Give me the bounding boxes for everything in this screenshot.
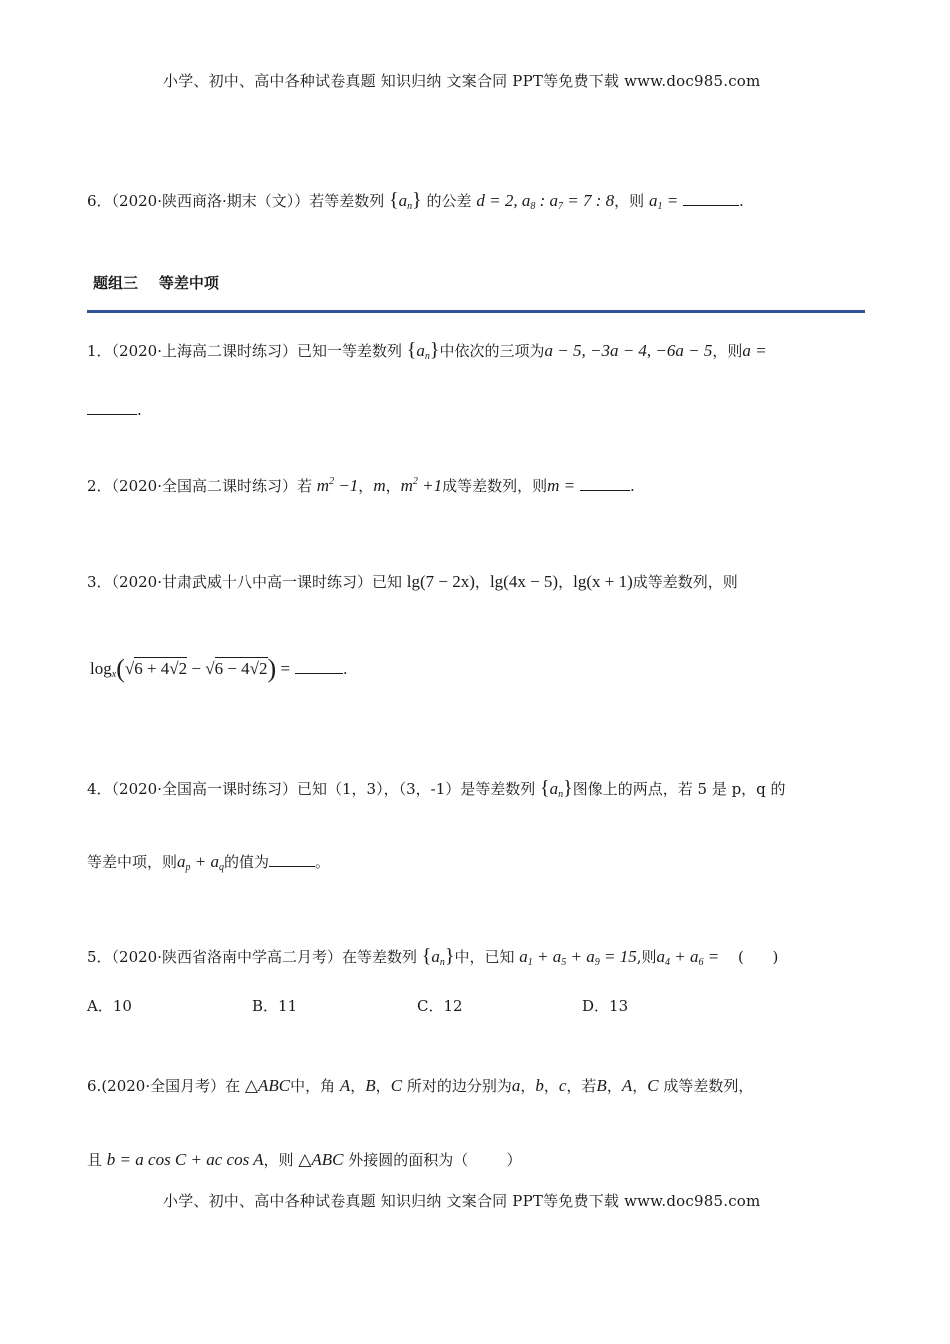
question-end: . — [629, 477, 635, 495]
question-text: 成等差数列，则 — [442, 477, 548, 495]
question-text: ,则 — [636, 948, 657, 966]
answer-blank[interactable] — [87, 400, 137, 415]
question-number: 3． — [87, 573, 112, 591]
question-text: ，则 — [614, 192, 645, 210]
question-text: 中，角 — [290, 1077, 336, 1095]
question-text: ，则 — [263, 1151, 294, 1169]
math-log-term: lg(7 − 2x) — [406, 572, 475, 591]
math-target: a4 + a6 = — [656, 947, 720, 968]
option-b[interactable]: B．11 — [252, 997, 298, 1015]
question-source: （2020·陕西省洛南中学高二月考）在等差数列 — [111, 948, 417, 966]
question-text: 的值为 — [224, 853, 270, 871]
separator: ， — [385, 477, 401, 495]
question-source: （2020·全国高一课时练习）已知（1，3），（3，-1）是等差数列 — [111, 780, 536, 798]
sequence-symbol: {an} — [389, 189, 422, 212]
math-terms: a − 5, −3a − 4, −6a − 5 — [544, 341, 713, 360]
question-source: （2020·全国高二课时练习）若 — [111, 477, 312, 495]
sequence-symbol: {an} — [540, 777, 573, 800]
question-6b: 6.(2020·全国月考）在 △ABC中，角 A，B，C 所对的边分别为a，b，c，若B，A，C 成等差数列， — [87, 1076, 754, 1095]
question-text: 中，已知 — [454, 948, 515, 966]
math-log-expression: logx(√6 + 4√2 − √6 − 4√2) = — [90, 654, 291, 683]
math-target: a = — [742, 341, 767, 360]
question-end: 。 — [315, 853, 331, 871]
question-text: ，若 — [566, 1077, 597, 1095]
triangle-symbol: △ABC — [244, 1076, 291, 1095]
section-divider — [87, 310, 865, 313]
question-number: 4． — [87, 780, 112, 798]
question-2 — [87, 476, 635, 499]
answer-blank[interactable] — [295, 659, 343, 674]
question-source: (2020·全国月考）在 — [101, 1077, 241, 1095]
question-6b-line2 — [87, 1150, 521, 1170]
question-number: 6． — [87, 192, 112, 210]
separator: ， — [558, 573, 574, 591]
separator: ， — [474, 573, 490, 591]
option-c[interactable]: C．12 — [417, 997, 463, 1015]
question-text: 中依次的三项为 — [439, 342, 545, 360]
question-6a — [87, 190, 744, 214]
math-target: m = — [547, 476, 576, 495]
math-var: A — [339, 1076, 351, 1095]
separator: ， — [358, 477, 374, 495]
question-text: 图像上的两点，若 5 是 p，q 的 — [572, 780, 786, 798]
triangle-symbol: △ABC — [298, 1150, 344, 1169]
question-text: 外接圆的面积为（ ） — [348, 1151, 522, 1169]
page-footer: 小学、初中、高中各种试卷真题 知识归纳 文案合同 PPT等免费下载 www.doc985.com — [163, 1192, 761, 1210]
question-3 — [87, 572, 738, 592]
page-header: 小学、初中、高中各种试卷真题 知识归纳 文案合同 PPT等免费下载 www.doc985.com — [163, 72, 761, 90]
question-5 — [87, 946, 778, 970]
question-end: . — [137, 401, 142, 419]
answer-blank[interactable] — [580, 476, 630, 491]
math-var: a — [511, 1076, 521, 1095]
question-text: 成等差数列，则 — [632, 573, 738, 591]
math-term: $m^2 +1$ — [400, 476, 443, 495]
math-equation: b = a cos C + ac cos A — [106, 1150, 264, 1169]
question-text: 等差中项，则 — [87, 853, 178, 871]
question-1 — [87, 340, 767, 364]
question-source: （2020·陕西商洛·期末（文））若等差数列 — [111, 192, 385, 210]
math-var: b — [535, 1076, 544, 1095]
math-var: C — [647, 1076, 659, 1095]
question-4-line2 — [87, 852, 330, 875]
question-source: （2020·上海高二课时练习）已知一等差数列 — [111, 342, 402, 360]
section-title: 题组三 等差中项 — [93, 274, 219, 292]
math-log-term: lg(4x − 5) — [489, 572, 559, 591]
sequence-symbol: {an} — [421, 945, 455, 968]
answer-parentheses: ( ) — [738, 948, 779, 966]
math-term: $m^2 -1$ — [316, 476, 359, 495]
answer-blank[interactable] — [683, 191, 739, 206]
question-text: 的公差 — [426, 192, 472, 210]
answer-blank[interactable] — [269, 852, 315, 867]
math-condition: d = 2, a8 : a7 = 7 : 8 — [476, 191, 615, 212]
option-a[interactable]: A．10 — [87, 997, 132, 1015]
question-source: （2020·甘肃武威十八中高一课时练习）已知 — [111, 573, 402, 591]
question-number: 1． — [87, 342, 112, 360]
math-term: m — [373, 476, 386, 495]
math-condition: a1 + a5 + a9 = 15 — [519, 947, 637, 968]
math-target: a1 = — [648, 191, 679, 212]
math-var: B — [596, 1076, 607, 1095]
question-end: . — [342, 660, 348, 678]
question-1-answer-line — [87, 400, 142, 420]
math-var: C — [390, 1076, 403, 1095]
math-log-term: lg(x + 1) — [573, 572, 633, 591]
question-number: 2． — [87, 477, 112, 495]
question-text: ，则 — [712, 342, 743, 360]
question-text: 成等差数列， — [663, 1077, 754, 1095]
sequence-symbol: {an} — [406, 339, 440, 362]
question-text: 所对的边分别为 — [406, 1077, 512, 1095]
math-sum: ap + aq — [177, 852, 224, 873]
question-number: 6. — [87, 1077, 102, 1095]
math-var: c — [558, 1076, 567, 1095]
question-end: . — [738, 192, 744, 210]
question-text: 且 — [87, 1151, 103, 1169]
question-number: 5． — [87, 948, 112, 966]
question-3-expression — [90, 656, 348, 682]
math-var: B — [365, 1076, 376, 1095]
math-var: A — [621, 1076, 633, 1095]
option-d[interactable]: D．13 — [582, 997, 629, 1015]
question-4 — [87, 778, 786, 802]
